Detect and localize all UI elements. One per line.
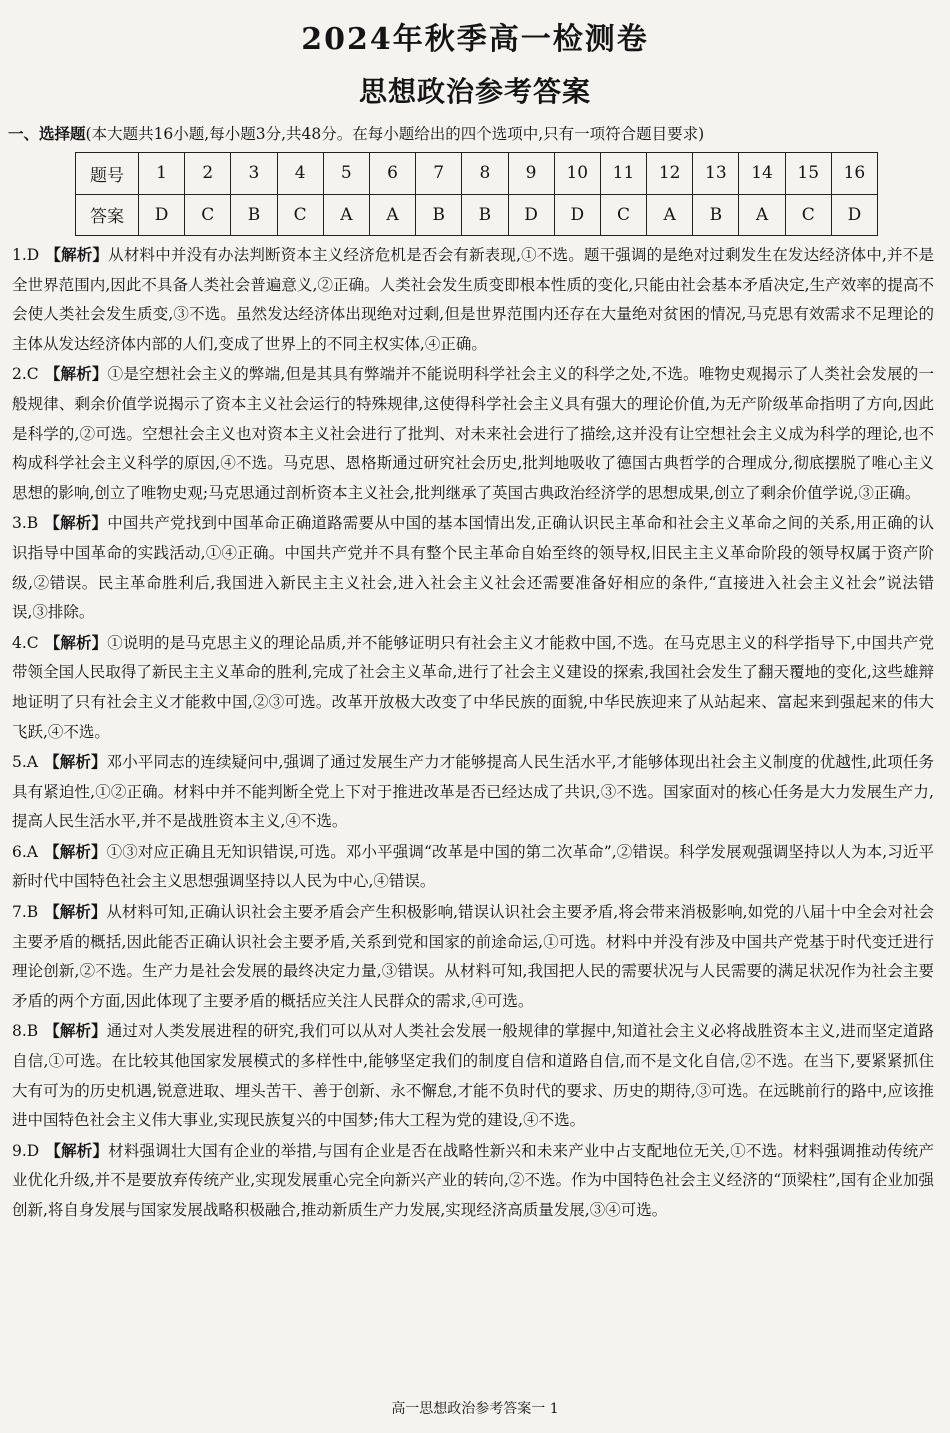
section-label: 一、选择题 [8, 124, 86, 143]
answer-cell: C [785, 194, 831, 236]
analysis-tag: 【解析】 [44, 513, 108, 533]
question-number: 2 [185, 153, 231, 195]
answer-cell: A [323, 194, 369, 236]
question-number: 8 [462, 153, 508, 195]
item-text: ①是空想社会主义的弊端,但是其具有弊端并不能说明科学社会主义的科学之处,不选。唯物史观揭示了人类社会发展的一般规律、剩余价值学说揭示了资本主义社会运行的特殊规律,这使得科学社会主义具有强大的理论价值,为无产阶级革命指明了方向,因此是科学的,②可选。空想社会主义也对资本主义社会进行了批判、对未来社会进行了描绘,这并没有让空想社会主义成为科学的理论,也不构成科学社会主义科学的原因,④不选。马克思、恩格斯通过研究社会历史,批判地吸收了德国古典哲学的合理成分,彻底摆脱了唯心主义思想的影响,创立了唯物史观;马克思通过剖析资本主义社会,批判继承了英国古典政治经济学的思想成果,创立了剩余价值学说,③正确。 [12, 365, 934, 502]
page-footer: 高一思想政治参考答案一 1 [391, 1401, 559, 1417]
question-number: 14 [739, 153, 785, 195]
item-number: 4.C [12, 633, 39, 652]
item-text: 邓小平同志的连续疑问中,强调了通过发展生产力才能够提高人民生活水平,才能够体现出社会主义制度的优越性,此项任务具有紧迫性,①②正确。材料中并不能判断全党上下对于推进改革是否已经达成了共识,③不选。国家面对的核心任务是大力发展生产力,提高人民生活水平,并不是战胜资本主义,④不选。 [12, 753, 934, 831]
answer-cell: D [831, 194, 877, 236]
analysis-tag: 【解析】 [43, 752, 107, 772]
analysis-tag: 【解析】 [43, 841, 107, 861]
explanation-item [12, 747, 934, 837]
answer-table [75, 152, 878, 236]
item-text: ①说明的是马克思主义的理论品质,并不能够证明只有社会主义才能救中国,不选。在马克思主义的科学指导下,中国共产党带领全国人民取得了新民主主义革命的胜利,完成了社会主义革命,进行了社会主义建设的探索,我国社会发生了翻天覆地的变化,这些雄辩地证明了只有社会主义才能救中国,②③可选。改革开放极大改变了中华民族的面貌,中华民族迎来了从站起来、富起来到强起来的伟大飞跃,④不选。 [12, 633, 934, 741]
explanation-list [12, 240, 934, 1226]
answer-cell: C [277, 194, 323, 236]
explanation-item [12, 837, 934, 897]
item-text: 中国共产党找到中国革命正确道路需要从中国的基本国情出发,正确认识民主革命和社会主义革命之间的关系,用正确的认识指导中国革命的实践活动,①④正确。中国共产党并不具有整个民主革命自始至终的领导权,旧民主主义革命阶段的领导权属于资产阶级,②错误。民主革命胜利后,我国进入新民主主义社会,进入社会主义社会还需要准备好相应的条件,“直接进入社会主义社会”说法错误,③排除。 [12, 514, 934, 622]
analysis-tag: 【解析】 [44, 1021, 107, 1041]
answer-cell: B [693, 194, 739, 236]
question-number: 12 [647, 153, 693, 195]
item-number: 1.D [12, 246, 40, 264]
answer-cell: B [462, 194, 508, 236]
question-number: 13 [693, 153, 739, 195]
item-number: 5.A [12, 753, 38, 772]
row-label-number: 题号 [76, 153, 139, 195]
answer-table-number-row [76, 153, 878, 195]
question-number: 6 [369, 153, 415, 195]
item-text: 材料强调壮大国有企业的举措,与国有企业是否在战略性新兴和未来产业中占支配地位无关,①不选。材料强调推动传统产业优化升级,并不是要放弃传统产业,实现发展重心完全向新兴产业的转向,②不选。作为中国特色社会主义经济的“顶梁柱”,国有企业加强创新,将自身发展与国家发展战略积极融合,推动新质生产力发展,实现经济高质量发展,③④可选。 [12, 1141, 934, 1219]
answer-cell: D [139, 194, 185, 236]
question-number: 10 [554, 153, 600, 195]
item-text: 通过对人类发展进程的研究,我们可以从对人类社会发展一般规律的掌握中,知道社会主义必将战胜资本主义,进而坚定道路自信,①可选。在比较其他国家发展模式的多样性中,能够坚定我们的制度自信和道路自信,而不是文化自信,②不选。在当下,要紧紧抓住大有可为的历史机遇,锐意进取、埋头苦干、善于创新、永不懈怠,才能不负时代的要求、历史的期待,③可选。在远眺前行的路中,应该推进中国特色社会主义伟大事业,实现民族复兴的中国梦;伟大工程为党的建设,④不选。 [12, 1022, 934, 1130]
answer-cell: C [185, 194, 231, 236]
question-number: 16 [831, 153, 877, 195]
analysis-tag: 【解析】 [44, 902, 107, 922]
item-number: 8.B [12, 1022, 39, 1041]
question-number: 4 [277, 153, 323, 195]
item-number: 6.A [12, 842, 38, 861]
analysis-tag: 【解析】 [45, 245, 109, 264]
item-text: 从材料可知,正确认识社会主要矛盾会产生积极影响,错误认识社会主要矛盾,将会带来消极影响,如党的八届十中全会对社会主要矛盾的概括,因此能否正确认识社会主要矛盾,关系到党和国家的前途命运,①可选。材料中并没有涉及中国共产党基于时代变迁进行理论创新,②不选。生产力是社会发展的最终决定力量,③错误。从材料可知,我国把人民的需要状况与人民需要的满足状况作为社会主要矛盾的两个方面,因此体现了主要矛盾的概括应关注人民群众的需求,④可选。 [12, 903, 934, 1010]
explanation-item [12, 240, 934, 359]
question-number: 1 [139, 153, 185, 195]
item-number: 9.D [12, 1141, 40, 1160]
question-number: 5 [323, 153, 369, 195]
explanation-item [12, 628, 934, 747]
question-number: 9 [508, 153, 554, 195]
section-instruction: (本大题共16小题,每小题3分,共48分。在每小题给出的四个选项中,只有一项符合题目要求) [85, 125, 705, 143]
question-number: 3 [231, 153, 277, 195]
page-title: 2024年秋季高一检测卷 [301, 22, 649, 57]
answer-cell: A [369, 194, 415, 236]
question-number: 15 [785, 153, 831, 195]
explanation-item [12, 359, 934, 508]
item-number: 3.B [12, 514, 39, 533]
analysis-tag: 【解析】 [44, 364, 108, 384]
answer-cell: D [508, 194, 554, 236]
item-number: 7.B [12, 903, 39, 922]
explanation-item [12, 1136, 934, 1226]
answer-cell: B [416, 194, 462, 236]
row-label-answer: 答案 [76, 194, 139, 236]
answer-cell: D [554, 194, 600, 236]
explanation-item [12, 1016, 934, 1135]
explanation-item [12, 508, 934, 627]
question-number: 7 [416, 153, 462, 195]
answer-cell: A [647, 194, 693, 236]
answer-cell: B [231, 194, 277, 236]
page-subtitle: 思想政治参考答案 [358, 75, 591, 108]
answer-table-answer-row [76, 194, 878, 236]
answer-cell: C [600, 194, 646, 236]
item-text: 从材料中并没有办法判断资本主义经济危机是否会有新表现,①不选。题干强调的是绝对过剩发生在发达经济体中,并不是全世界范围内,因此不具备人类社会普遍意义,②正确。人类社会发生质变即根本性质的变化,只能由社会基本矛盾决定,生产效率的提高不会使人类社会发生质变,③不选。虽然发达经济体出现绝对过剩,但是世界范围内还存在大量绝对贫困的情况,马克思有效需求不足理论的主体从发达经济体内部的人们,变成了世界上的不同主权实体,④正确。 [12, 246, 934, 353]
explanation-item [12, 897, 934, 1016]
answer-cell: A [739, 194, 785, 236]
analysis-tag: 【解析】 [44, 632, 108, 652]
question-number: 11 [600, 153, 646, 195]
item-number: 2.C [12, 365, 39, 384]
item-text: ①③对应正确且无知识错误,可选。邓小平强调“改革是中国的第二次革命”,②错误。科学发展观强调坚持以人为本,习近平新时代中国特色社会主义思想强调坚持以人民为中心,④错误。 [12, 842, 934, 891]
analysis-tag: 【解析】 [45, 1140, 109, 1160]
section-heading [8, 122, 943, 144]
